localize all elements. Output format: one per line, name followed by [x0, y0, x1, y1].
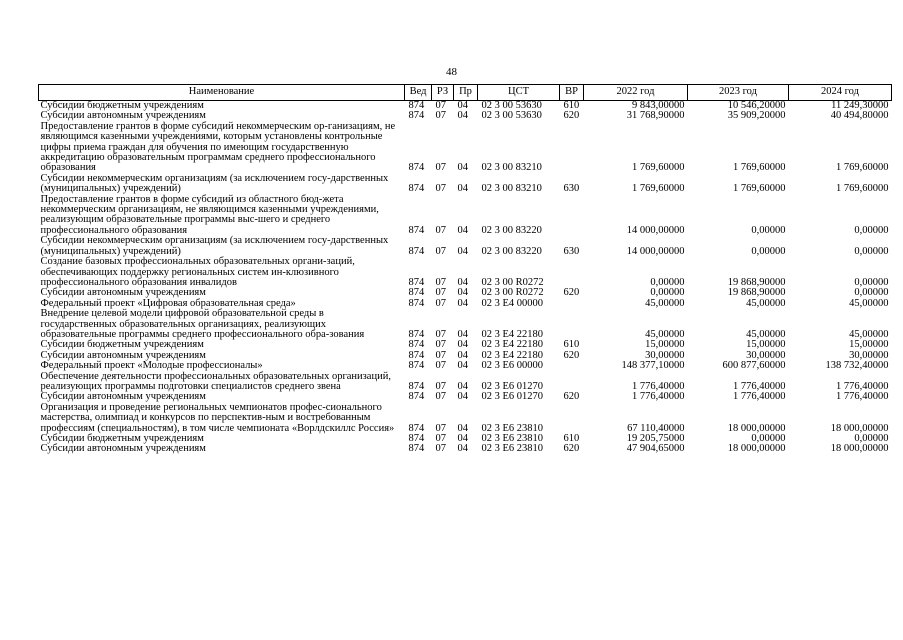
row-value-2022: 14 000,00000 — [626, 245, 685, 257]
row-value-2022: 31 768,90000 — [626, 110, 685, 122]
row-value-2023: 19 868,90000 — [727, 276, 786, 288]
row-ved: 874 — [408, 339, 425, 351]
row-vr — [560, 309, 584, 340]
row-value-2024: 1 769,60000 — [836, 162, 889, 174]
row-vr — [560, 257, 584, 288]
table-header-row — [39, 85, 892, 101]
row-pr: 04 — [457, 224, 468, 236]
row-value-2024: 0,00000 — [854, 224, 889, 236]
row-rz: 07 — [435, 276, 446, 288]
row-value-2023: 600 877,60000 — [722, 360, 786, 372]
row-value-2024: 1 776,40000 — [836, 391, 889, 403]
row-value-2023: 1 769,60000 — [733, 162, 786, 174]
row-cst: 02 3 E6 23810 — [481, 443, 544, 455]
table-row — [39, 174, 892, 195]
row-ved: 874 — [408, 360, 425, 372]
header-2024: 2024 год — [789, 85, 892, 101]
row-value-2024: 0,00000 — [854, 433, 889, 444]
row-pr: 04 — [457, 349, 468, 361]
row-value-2022: 15,00000 — [645, 339, 685, 351]
row-cst: 02 3 E6 23810 — [481, 433, 544, 444]
row-value-2024: 18 000,00000 — [830, 422, 889, 434]
row-vr: 620 — [563, 443, 580, 455]
table-row — [39, 236, 892, 257]
row-name: Субсидии автономным учреждениям — [40, 443, 206, 455]
row-rz: 07 — [435, 443, 446, 455]
row-value-2023: 1 769,60000 — [733, 183, 786, 195]
header-vr: ВР — [560, 85, 584, 101]
table-row — [39, 444, 892, 454]
row-rz: 07 — [435, 297, 446, 309]
header-ved: Вед — [405, 85, 432, 101]
row-name: Субсидии бюджетным учреждениям — [40, 433, 204, 444]
row-vr — [560, 122, 584, 174]
row-value-2024: 138 732,40000 — [825, 360, 889, 372]
row-value-2023: 18 000,00000 — [727, 422, 786, 434]
row-value-2024: 11 249,30000 — [831, 100, 889, 111]
row-rz: 07 — [435, 245, 446, 257]
row-rz: 07 — [435, 110, 446, 122]
row-name: Субсидии автономным учреждениям — [40, 391, 206, 403]
row-rz: 07 — [435, 391, 446, 403]
row-value-2024: 40 494,80000 — [830, 110, 889, 122]
row-value-2024: 1 769,60000 — [836, 183, 889, 195]
row-pr: 04 — [457, 297, 468, 309]
row-value-2023: 35 909,20000 — [727, 110, 786, 122]
row-value-2022: 14 000,00000 — [626, 224, 685, 236]
row-ved: 874 — [408, 349, 425, 361]
row-rz: 07 — [435, 162, 446, 174]
row-pr: 04 — [457, 339, 468, 351]
row-vr: 610 — [563, 339, 580, 351]
row-name: Создание базовых профессиональных образовательных органи-заций, обеспечивающих поддержку региональных систем ин-клюзивного профессионального образования инвалидов — [40, 256, 355, 288]
row-name: Внедрение целевой модели цифровой образовательной среды в государственных образовательных организациях, реализующих образовательные программы среднего профессионального обра-зования — [40, 308, 365, 340]
row-value-2023: 45,00000 — [746, 297, 786, 309]
row-value-2024: 0,00000 — [854, 245, 889, 257]
row-ved: 874 — [408, 245, 425, 257]
row-vr: 610 — [563, 433, 580, 444]
row-value-2022: 0,00000 — [650, 287, 685, 299]
table-row — [39, 372, 892, 393]
row-vr — [560, 403, 584, 434]
row-value-2024: 1 776,40000 — [836, 380, 889, 392]
row-ved: 874 — [408, 422, 425, 434]
row-name: Субсидии бюджетным учреждениям — [40, 100, 204, 111]
row-vr: 630 — [563, 245, 580, 257]
header-rz: РЗ — [432, 85, 454, 101]
row-pr: 04 — [457, 433, 468, 444]
row-vr: 620 — [563, 391, 580, 403]
row-pr: 04 — [457, 162, 468, 174]
row-name: Федеральный проект «Цифровая образовательная среда» — [40, 297, 296, 309]
row-cst: 02 3 00 R0272 — [481, 276, 544, 288]
row-rz: 07 — [435, 433, 446, 444]
row-ved: 874 — [408, 287, 425, 299]
header-name: Наименование — [39, 85, 405, 101]
row-value-2024: 30,00000 — [849, 349, 889, 361]
row-vr: 610 — [563, 100, 580, 111]
row-ved: 874 — [408, 297, 425, 309]
row-cst: 02 3 00 83210 — [481, 183, 542, 195]
row-ved: 874 — [408, 110, 425, 122]
row-cst: 02 3 00 53630 — [481, 100, 542, 111]
row-value-2024: 45,00000 — [849, 297, 889, 309]
row-value-2023: 30,00000 — [746, 349, 786, 361]
row-value-2022: 1 776,40000 — [632, 391, 685, 403]
row-rz: 07 — [435, 349, 446, 361]
row-ved: 874 — [408, 433, 425, 444]
row-vr — [560, 372, 584, 393]
row-value-2024: 0,00000 — [854, 287, 889, 299]
row-cst: 02 3 E6 23810 — [481, 422, 544, 434]
table-row — [39, 309, 892, 340]
header-pr: Пр — [454, 85, 478, 101]
row-value-2022: 148 377,10000 — [621, 360, 685, 372]
row-rz: 07 — [435, 287, 446, 299]
row-value-2022: 1 776,40000 — [632, 380, 685, 392]
row-value-2023: 0,00000 — [751, 433, 786, 444]
row-pr: 04 — [457, 422, 468, 434]
row-name: Субсидии автономным учреждениям — [40, 110, 206, 122]
row-cst: 02 3 00 83220 — [481, 245, 542, 257]
row-cst: 02 3 00 83210 — [481, 162, 542, 174]
row-vr — [560, 299, 584, 309]
row-value-2023: 0,00000 — [751, 245, 786, 257]
row-ved: 874 — [408, 391, 425, 403]
row-pr: 04 — [457, 110, 468, 122]
row-name: Субсидии бюджетным учреждениям — [40, 339, 204, 351]
row-cst: 02 3 E6 01270 — [481, 380, 544, 392]
row-cst: 02 3 E4 22180 — [481, 339, 544, 351]
table-row — [39, 122, 892, 174]
row-value-2022: 0,00000 — [650, 276, 685, 288]
row-value-2023: 18 000,00000 — [727, 443, 786, 455]
row-rz: 07 — [435, 380, 446, 392]
row-cst: 02 3 00 R0272 — [481, 287, 544, 299]
table-body — [39, 101, 892, 455]
row-pr: 04 — [457, 391, 468, 403]
row-rz: 07 — [435, 360, 446, 372]
header-cst: ЦСТ — [478, 85, 560, 101]
row-pr: 04 — [457, 287, 468, 299]
table-row — [39, 403, 892, 434]
row-value-2023: 0,00000 — [751, 224, 786, 236]
row-ved: 874 — [408, 328, 425, 340]
row-pr: 04 — [457, 245, 468, 257]
row-value-2024: 0,00000 — [854, 276, 889, 288]
row-name: Обеспечение деятельности профессиональных образовательных организаций, реализующих программы подготовки специалистов среднего звена — [40, 370, 391, 392]
row-rz: 07 — [435, 183, 446, 195]
row-value-2024: 18 000,00000 — [830, 443, 889, 455]
row-pr: 04 — [457, 380, 468, 392]
row-rz: 07 — [435, 422, 446, 434]
row-rz: 07 — [435, 339, 446, 351]
page-number: 48 — [446, 66, 457, 78]
row-rz: 07 — [435, 224, 446, 236]
row-value-2022: 30,00000 — [645, 349, 685, 361]
row-vr: 620 — [563, 110, 580, 122]
row-cst: 02 3 E4 00000 — [481, 297, 544, 309]
row-pr: 04 — [457, 100, 468, 111]
row-ved: 874 — [408, 183, 425, 195]
header-2022: 2022 год — [584, 85, 688, 101]
row-ved: 874 — [408, 380, 425, 392]
header-2023: 2023 год — [688, 85, 789, 101]
row-cst: 02 3 E4 22180 — [481, 328, 544, 340]
table-row — [39, 195, 892, 237]
row-name: Субсидии автономным учреждениям — [40, 287, 206, 299]
budget-table — [38, 84, 892, 455]
table-row — [39, 257, 892, 288]
row-vr — [560, 361, 584, 371]
row-pr: 04 — [457, 276, 468, 288]
row-value-2024: 45,00000 — [849, 328, 889, 340]
row-ved: 874 — [408, 224, 425, 236]
row-ved: 874 — [408, 443, 425, 455]
row-value-2022: 67 110,40000 — [627, 422, 685, 434]
row-value-2022: 47 904,65000 — [626, 443, 685, 455]
row-value-2024: 15,00000 — [849, 339, 889, 351]
row-value-2023: 1 776,40000 — [733, 380, 786, 392]
row-pr: 04 — [457, 328, 468, 340]
row-value-2022: 45,00000 — [645, 328, 685, 340]
table-row — [39, 361, 892, 371]
row-ved: 874 — [408, 100, 425, 111]
row-vr: 630 — [563, 183, 580, 195]
row-value-2023: 45,00000 — [746, 328, 786, 340]
row-name: Субсидии некоммерческим организациям (за исключением госу-дарственных (муниципальных) учреждений) — [40, 172, 389, 195]
row-value-2022: 45,00000 — [645, 297, 685, 309]
row-name: Субсидии некоммерческим организациям (за исключением госу-дарственных (муниципальных) учреждений) — [40, 235, 389, 257]
row-cst: 02 3 E6 01270 — [481, 391, 544, 403]
row-ved: 874 — [408, 162, 425, 174]
row-name: Федеральный проект «Молодые профессионалы» — [40, 360, 263, 372]
row-pr: 04 — [457, 183, 468, 195]
row-pr: 04 — [457, 443, 468, 455]
row-vr: 620 — [563, 349, 580, 361]
row-value-2023: 15,00000 — [746, 339, 786, 351]
row-ved: 874 — [408, 276, 425, 288]
row-cst: 02 3 E6 00000 — [481, 360, 544, 372]
row-vr: 620 — [563, 287, 580, 299]
row-value-2022: 1 769,60000 — [632, 162, 685, 174]
row-rz: 07 — [435, 100, 446, 111]
row-pr: 04 — [457, 360, 468, 372]
row-value-2023: 10 546,20000 — [727, 100, 786, 111]
row-name: Предоставление грантов в форме субсидий из областного бюд-жета некоммерческим организациям, не являющимся казенными учреждениями, реализующим образовательные программы выс-шего и среднего профессионального образования — [40, 193, 379, 236]
row-cst: 02 3 E4 22180 — [481, 349, 544, 361]
row-vr — [560, 195, 584, 237]
row-name: Организация и проведение региональных чемпионатов профес-сионального мастерства, олимпиад и конкурсов по перспектив-ным и востребованным профессиям (специальностям), в том числе чемпионата «Ворлдскиллс Россия» — [40, 401, 395, 434]
row-cst: 02 3 00 83220 — [481, 224, 542, 236]
row-cst: 02 3 00 53630 — [481, 110, 542, 122]
row-value-2022: 9 843,00000 — [632, 100, 685, 111]
row-value-2023: 19 868,90000 — [727, 287, 786, 299]
row-name: Субсидии автономным учреждениям — [40, 349, 206, 361]
row-value-2022: 19 205,75000 — [626, 433, 685, 444]
row-value-2022: 1 769,60000 — [632, 183, 685, 195]
row-rz: 07 — [435, 328, 446, 340]
row-name: Предоставление грантов в форме субсидий некоммерческим ор-ганизациям, не являющимся казенными учреждениями, которым установлены контрольные цифры приема граждан для обучения по имеющим государственную аккредитацию образовательным программам среднего профессионального образования — [40, 120, 396, 174]
row-value-2023: 1 776,40000 — [733, 391, 786, 403]
